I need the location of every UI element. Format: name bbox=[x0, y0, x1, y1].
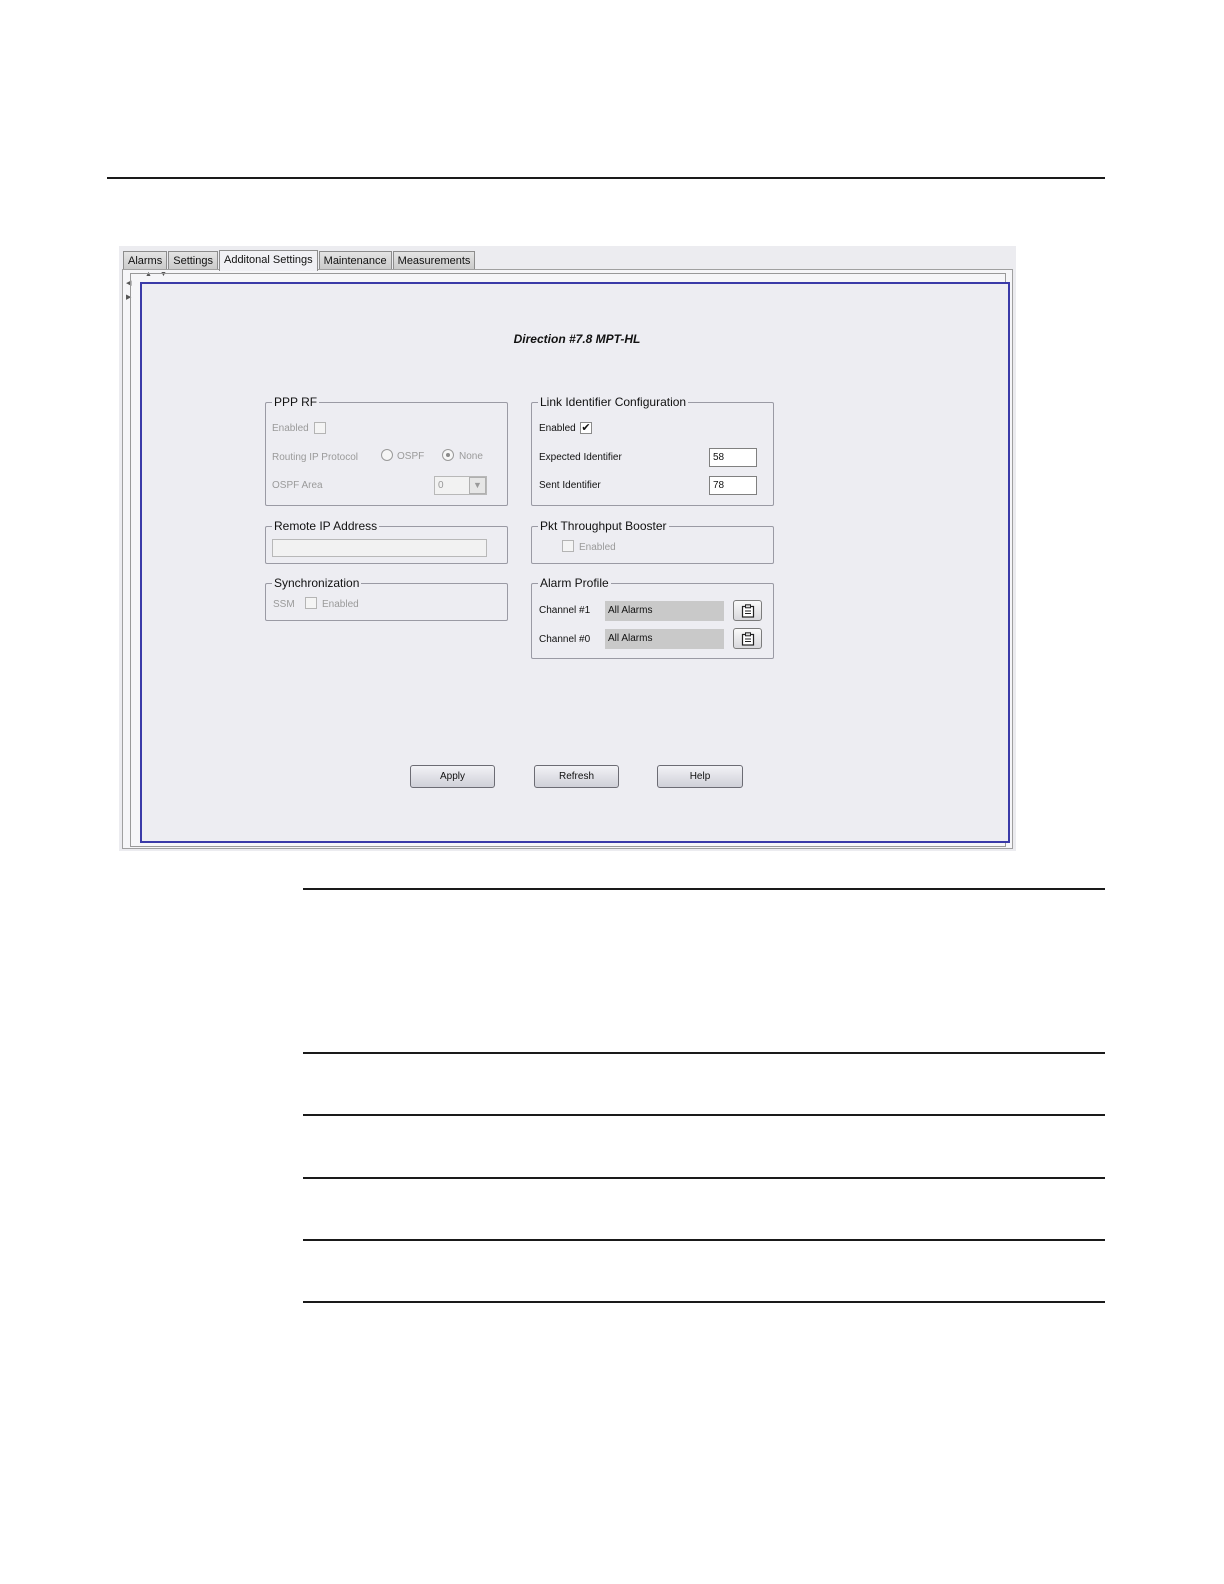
synchronization-title: Synchronization bbox=[274, 576, 360, 590]
page-rule bbox=[303, 1177, 1105, 1179]
tab-additional-settings[interactable]: Additonal Settings bbox=[219, 250, 318, 271]
settings-panel bbox=[140, 282, 1010, 843]
remote-ip-title: Remote IP Address bbox=[274, 519, 378, 533]
channel-1-label: Channel #1 bbox=[539, 605, 591, 616]
pkt-booster-group bbox=[531, 519, 774, 564]
collapse-down-icon[interactable]: ▼ bbox=[159, 271, 167, 278]
page-rule-top bbox=[107, 177, 1105, 179]
tab-maintenance[interactable]: Maintenance bbox=[319, 251, 392, 270]
pkt-booster-checkbox[interactable] bbox=[562, 540, 574, 552]
collapse-left-icon[interactable]: ◀ bbox=[126, 280, 132, 287]
ppp-rf-group bbox=[265, 395, 508, 506]
collapse-right-icon[interactable]: ▶ bbox=[126, 294, 132, 301]
alarm-profile-group bbox=[531, 576, 774, 659]
page-rule bbox=[303, 888, 1105, 890]
app-window bbox=[119, 246, 1016, 851]
routing-protocol-label: Routing IP Protocol bbox=[272, 452, 358, 463]
none-radio[interactable] bbox=[442, 449, 454, 461]
remote-ip-input[interactable] bbox=[272, 539, 487, 557]
page-rule bbox=[303, 1239, 1105, 1241]
clipboard-icon bbox=[741, 632, 755, 646]
chevron-down-icon[interactable]: ▼ bbox=[469, 477, 486, 494]
tab-bar bbox=[123, 250, 476, 270]
ppp-rf-enabled-checkbox[interactable] bbox=[314, 422, 326, 434]
ospf-area-select[interactable]: 0 bbox=[434, 476, 487, 495]
ssm-enabled-checkbox[interactable] bbox=[305, 597, 317, 609]
link-identifier-title: Link Identifier Configuration bbox=[540, 395, 687, 409]
tab-alarms[interactable]: Alarms bbox=[123, 251, 167, 270]
ssm-label: SSM bbox=[273, 599, 295, 610]
alarm-profile-title: Alarm Profile bbox=[540, 576, 609, 590]
clipboard-icon bbox=[741, 604, 755, 618]
apply-button[interactable]: Apply bbox=[410, 765, 495, 788]
channel-1-profile-field: All Alarms bbox=[605, 601, 724, 621]
synchronization-group bbox=[265, 576, 508, 621]
page-rule bbox=[303, 1052, 1105, 1054]
sent-identifier-input[interactable]: 78 bbox=[709, 476, 757, 495]
remote-ip-group bbox=[265, 519, 508, 564]
tab-settings[interactable]: Settings bbox=[168, 251, 218, 270]
ospf-radio[interactable] bbox=[381, 449, 393, 461]
channel-0-label: Channel #0 bbox=[539, 634, 591, 645]
ppp-rf-title: PPP RF bbox=[274, 395, 318, 409]
pkt-booster-title: Pkt Throughput Booster bbox=[540, 519, 667, 533]
link-id-enabled-label: Enabled bbox=[539, 423, 576, 434]
pkt-booster-enabled-label: Enabled bbox=[579, 542, 616, 553]
tab-content bbox=[122, 269, 1013, 849]
page-rule bbox=[303, 1114, 1105, 1116]
help-button[interactable]: Help bbox=[657, 765, 743, 788]
sent-identifier-label: Sent Identifier bbox=[539, 480, 601, 491]
link-id-enabled-checkbox[interactable]: ✔ bbox=[581, 422, 591, 434]
expected-identifier-input[interactable]: 58 bbox=[709, 448, 757, 467]
channel-0-profile-field: All Alarms bbox=[605, 629, 724, 649]
collapse-up-icon[interactable]: ▲ bbox=[145, 271, 152, 278]
tab-measurements[interactable]: Measurements bbox=[393, 251, 476, 270]
ospf-area-label: OSPF Area bbox=[272, 480, 323, 491]
channel-0-profile-button[interactable] bbox=[733, 628, 762, 649]
ssm-enabled-label: Enabled bbox=[322, 599, 359, 610]
link-identifier-group bbox=[531, 395, 774, 506]
none-radio-label: None bbox=[459, 451, 483, 462]
ospf-radio-label: OSPF bbox=[397, 451, 425, 462]
expected-identifier-label: Expected Identifier bbox=[539, 452, 622, 463]
refresh-button[interactable]: Refresh bbox=[534, 765, 619, 788]
page-rule bbox=[303, 1301, 1105, 1303]
channel-1-profile-button[interactable] bbox=[733, 600, 762, 621]
direction-title: Direction #7.8 MPT-HL bbox=[513, 332, 641, 346]
ppp-rf-enabled-label: Enabled bbox=[272, 423, 309, 434]
